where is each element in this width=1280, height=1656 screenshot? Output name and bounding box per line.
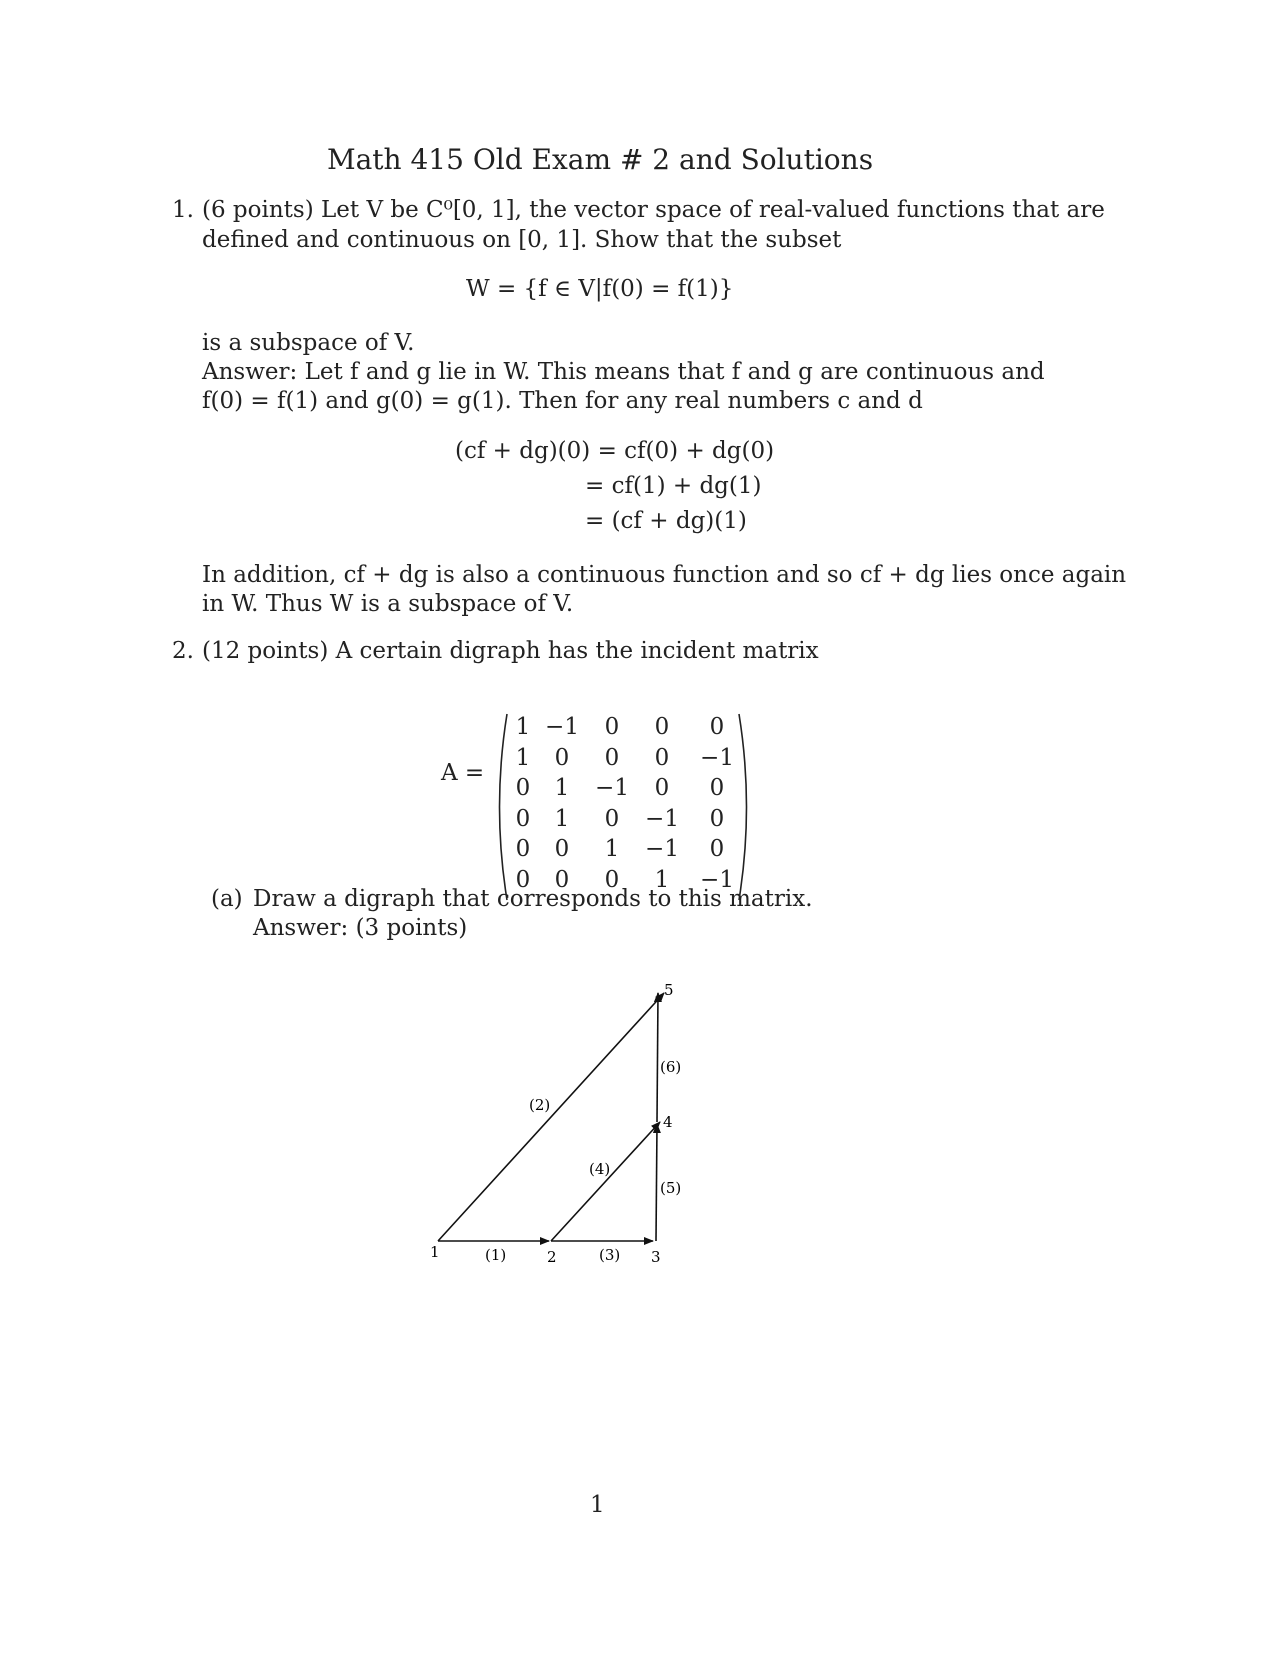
matrix-cell: −1: [700, 744, 734, 771]
matrix-cell: −1: [645, 805, 679, 832]
matrix-cell: 1: [554, 775, 570, 802]
page-number: 1: [590, 1492, 605, 1518]
matrix-cell: 1: [554, 805, 570, 832]
q1-equation-line-2: = cf(1) + dg(1): [585, 473, 762, 499]
edge-6-line: [657, 993, 658, 1122]
matrix-cell: 0: [515, 866, 531, 893]
matrix-cell: 0: [654, 744, 670, 771]
matrix-cell: −1: [645, 836, 679, 863]
edge-label: (5): [660, 1179, 682, 1197]
node-label: 5: [664, 981, 674, 999]
edge-label: (2): [529, 1096, 551, 1114]
q2-number: 2.: [172, 638, 194, 664]
matrix-cell: −1: [595, 775, 629, 802]
matrix-cell: 0: [515, 805, 531, 832]
q1-text-line-1: Let V be C⁰[0, 1], the vector space of real-valued functions that are: [321, 197, 1105, 223]
matrix-cell: 0: [554, 866, 570, 893]
node-label: 2: [547, 1248, 557, 1266]
edge-4-line: [551, 1122, 660, 1241]
matrix-cell: 1: [515, 714, 531, 741]
q1-text-line-2: defined and continuous on [0, 1]. Show that the subset: [202, 227, 842, 253]
q1-equation-line-3: = (cf + dg)(1): [585, 508, 747, 534]
node-label: 1: [430, 1243, 440, 1261]
edge-label: (6): [660, 1058, 682, 1076]
matrix-cell: 1: [515, 744, 531, 771]
matrix-cell: 0: [604, 866, 620, 893]
part-a-answer: Answer: (3 points): [253, 915, 468, 941]
matrix-cell: 0: [654, 775, 670, 802]
node-label: 4: [663, 1113, 673, 1131]
matrix-cell: 0: [709, 775, 725, 802]
q1-set-equation: W = {f ∈ V|f(0) = f(1)}: [466, 276, 734, 302]
part-a-label: (a): [211, 886, 243, 912]
matrix-cell: 0: [709, 836, 725, 863]
matrix-cell: 1: [604, 836, 620, 863]
matrix-cell: 0: [709, 714, 725, 741]
matrix-cell: 0: [709, 805, 725, 832]
q1-text-line-3: is a subspace of V.: [202, 330, 415, 356]
matrix-cell: −1: [700, 866, 734, 893]
q1-addition-line-2: in W. Thus W is a subspace of V.: [202, 591, 574, 617]
edge-label: (4): [589, 1160, 611, 1178]
q1-number: 1.: [172, 197, 194, 223]
q1-equation-line-1: (cf + dg)(0) = cf(0) + dg(0): [455, 438, 775, 464]
q1-addition-line-1: In addition, cf + dg is also a continuous function and so cf + dg lies once again: [202, 562, 1127, 588]
edge-label: (3): [599, 1246, 621, 1264]
matrix-cell: 0: [604, 744, 620, 771]
matrix-cell: 0: [515, 775, 531, 802]
edge-label: (1): [485, 1246, 507, 1264]
q2-text: (12 points) A certain digraph has the incident matrix: [202, 638, 819, 664]
q1-points: (6 points): [202, 197, 314, 223]
matrix-cell: −1: [545, 714, 579, 741]
edge-5-line: [656, 1124, 657, 1241]
edge-2-line: [438, 993, 664, 1241]
matrix-cell: 1: [654, 866, 670, 893]
part-a-text: Draw a digraph that corresponds to this matrix.: [253, 886, 813, 912]
matrix-cell: 0: [604, 805, 620, 832]
matrix-cell: 0: [554, 836, 570, 863]
q1-answer-line-1: Answer: Let f and g lie in W. This means that f and g are continuous and: [202, 359, 1045, 385]
matrix-label: A =: [441, 760, 485, 786]
q1-answer-line-2: f(0) = f(1) and g(0) = g(1). Then for any real numbers c and d: [202, 388, 923, 414]
node-label: 3: [651, 1248, 661, 1266]
matrix-cell: 0: [515, 836, 531, 863]
page-title: Math 415 Old Exam # 2 and Solutions: [326, 143, 874, 176]
matrix-cell: 0: [654, 714, 670, 741]
matrix-cell: 0: [554, 744, 570, 771]
matrix-cell: 0: [604, 714, 620, 741]
